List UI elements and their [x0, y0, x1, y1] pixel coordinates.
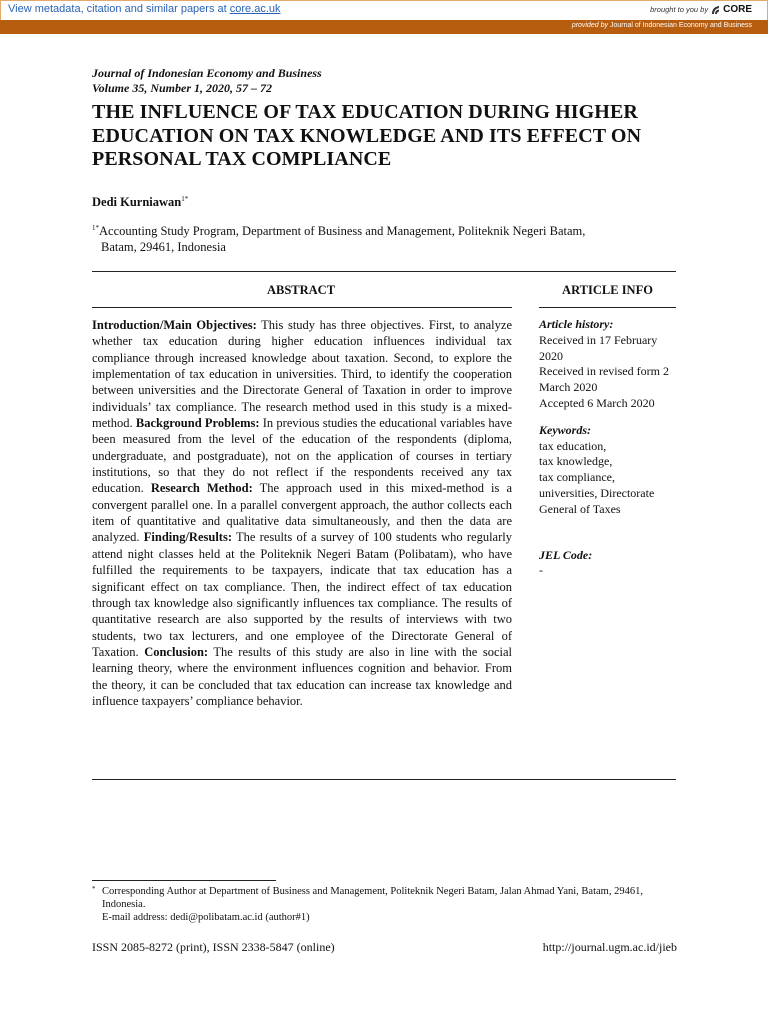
core-provided-strip — [0, 20, 768, 34]
keywords-label: Keywords: — [539, 422, 591, 437]
abstract-bottom-rule — [92, 779, 676, 780]
provided-by-source[interactable]: Journal of Indonesian Economy and Business — [608, 22, 752, 29]
journal-header — [92, 66, 682, 96]
keyword-item: tax education, — [539, 438, 607, 453]
conclusion-text: The results of this study are also in line with the social learning theory, where the environment influences cognition and behavior. From the theory, it can be concluded that tax education can increase tax knowledge and influence taxpayers’ compliance behavior. — [92, 644, 512, 708]
jel-code-value: - — [539, 563, 543, 578]
core-logo[interactable] — [711, 4, 752, 15]
finding-text: The results of a survey of 100 students who regularly attend night classes held at the Politeknik Negeri Batam (Polibatam), who have fulfilled the requirements to be taxpayers, indicate that tax education has a significant effect on tax compliance. Then, the indirect effect of tax education through tax knowledge also significantly influences tax compliance. The results of quantitative research are also supported by the results of interviews with two students, two tax lecturers, and one employee of the Directorate General of Taxation. — [92, 530, 512, 659]
article-title-line-2: EDUCATION ON TAX KNOWLEDGE AND ITS EFFECT ON — [92, 124, 642, 147]
core-logo-icon — [711, 5, 721, 15]
abstract-body — [92, 317, 512, 709]
conclusion-label: Conclusion: — [144, 644, 209, 659]
accepted-date: Accepted 6 March 2020 — [539, 395, 655, 410]
footnote-email: E-mail address: dedi@polibatam.ac.id (author#1) — [102, 912, 310, 923]
core-provided-by[interactable] — [572, 22, 752, 29]
finding-label: Finding/Results: — [143, 530, 232, 545]
core-banner — [0, 0, 768, 34]
brought-to-you-by-text: brought to you by — [650, 5, 709, 14]
journal-name: Journal of Indonesian Economy and Business — [92, 66, 322, 80]
intro-text: This study has three objectives. First, to analyze whether tax education during higher education influences individual tax compliance through increased knowledge about taxation. Second, to explore the implementation of tax education in universities. Third, to identify the cooperation between universities and the Directorate General of Taxation in order to improve individuals’ tax compliance. The research method used in this study is a mixed-method. — [92, 318, 512, 431]
method-text: The approach used in this mixed-method is a convergent parallel one. In a parallel convergent approach, the author collects each item of quantitative and qualitative data simultaneously, and then the data are analyzed. — [92, 481, 513, 545]
intro-label: Introduction/Main Objectives: — [92, 318, 257, 332]
article-info-heading: ARTICLE INFO — [562, 283, 653, 297]
core-metadata-link[interactable] — [8, 3, 281, 15]
header-rule — [92, 271, 676, 272]
author-name-text: Dedi Kurniawan — [92, 195, 182, 209]
author-affiliation — [92, 220, 682, 255]
journal-url[interactable]: http://journal.ugm.ac.id/jieb — [542, 940, 677, 954]
footnote-rule — [92, 880, 276, 881]
provided-by-prefix: provided by — [571, 22, 609, 29]
abstract-heading: ABSTRACT — [266, 283, 336, 297]
core-brought-by[interactable] — [650, 4, 752, 15]
author-name — [92, 195, 188, 210]
corresponding-author-footnote — [92, 885, 682, 924]
history-label: Article history: — [539, 317, 614, 331]
info-head-rule — [539, 307, 676, 308]
footnote-mark: * — [92, 885, 96, 893]
affiliation-mark: 1* — [92, 224, 99, 232]
affiliation-line-2: Batam, 29461, Indonesia — [101, 240, 226, 254]
abstract-head-rule — [92, 307, 512, 308]
core-ac-uk-link[interactable]: core.ac.uk — [229, 3, 281, 15]
background-label: Background Problems: — [135, 416, 260, 431]
background-text: In previous studies the educational variables have been measured from the level of the education of the respondents (diploma, undergraduate, and postgraduate), not on the application of courses in tertiary institutions, so that they do not reflect if the respondents received any tax education. — [92, 416, 513, 496]
core-logo-text: CORE — [723, 4, 752, 15]
article-title-line-3: PERSONAL TAX COMPLIANCE — [92, 148, 392, 170]
keyword-item: universities, Directorate General of Taxes — [539, 485, 655, 516]
revised-date: Received in revised form 2 March 2020 — [539, 364, 669, 395]
article-title — [92, 101, 682, 172]
keyword-item: tax compliance, — [539, 470, 615, 485]
journal-volume: Volume 35, Number 1, 2020, 57 – 72 — [92, 81, 273, 95]
method-label: Research Method: — [150, 481, 253, 496]
received-date: Received in 17 February 2020 — [539, 332, 658, 363]
affiliation-line-1: Accounting Study Program, Department of Business and Management, Politeknik Negeri Batam, — [99, 224, 586, 238]
issn-footer: ISSN 2085-8272 (print), ISSN 2338-5847 (online) — [92, 940, 335, 954]
article-title-line-1: THE INFLUENCE OF TAX EDUCATION DURING HIGHER — [92, 101, 638, 123]
author-mark: 1* — [181, 195, 189, 203]
article-info — [539, 317, 679, 579]
keyword-item: tax knowledge, — [539, 454, 613, 469]
footnote-address: Corresponding Author at Department of Business and Management, Politeknik Negeri Batam, Jalan Ahmad Yani, Batam, 29461, Indonesia. — [102, 886, 643, 910]
jel-code-label: JEL Code: — [539, 547, 593, 562]
core-link-prefix[interactable]: View metadata, citation and similar papers at — [8, 3, 230, 15]
